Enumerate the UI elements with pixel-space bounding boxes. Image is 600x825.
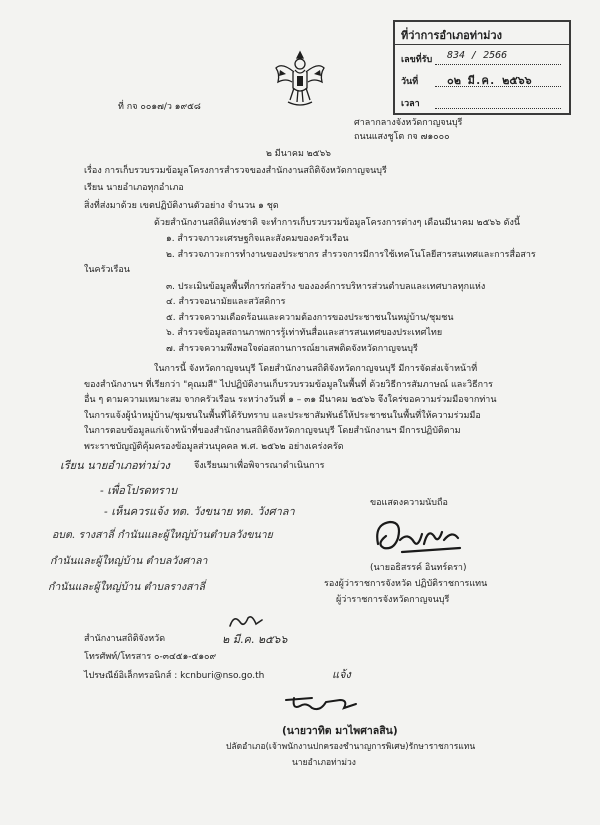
vice-governor-signature [372, 514, 466, 558]
endorser-title: ปลัดอำเภอ(เจ้าพนักงานปกครองชำนาญการพิเศษ)รักษาราชการแทน [226, 742, 476, 752]
letter-recipient: เรียน นายอำเภอทุกอำเภอ [84, 183, 184, 193]
handwritten-note-line: - เพื่อโปรดทราบ [100, 484, 178, 497]
stamp-time-label: เวลา [401, 99, 420, 109]
letter-subject: เรื่อง การเก็บรวบรวมข้อมูลโครงการสำรวจของสำนักงานสถิติจังหวัดกาญจนบุรี [84, 166, 387, 176]
handwritten-note-line: กำนันและผู้ใหญ่บ้าน ตำบลวังศาลา [50, 555, 208, 567]
stamp-receive-no-label: เลขที่รับ [401, 55, 433, 65]
receipt-stamp [393, 20, 571, 115]
signer-name: (นายอธิสรรค์ อินทร์ดรา) [370, 563, 467, 573]
signer-title: รองผู้ว่าราชการจังหวัด ปฏิบัติราชการแทน [324, 579, 488, 589]
survey-item: ๗. สำรวจความพึงพอใจต่อสถานการณ์ยาเสพติดจังหวัดกาญจนบุรี [166, 344, 418, 354]
stamp-date-label: วันที่ [401, 77, 419, 87]
survey-item: ๑. สำรวจภาวะเศรษฐกิจและสังคมของครัวเรือน [166, 234, 349, 244]
signer-title: ผู้ว่าราชการจังหวัดกาญจนบุรี [336, 595, 450, 605]
clerk-sign-date: ๒ มี.ค. ๒๕๖๖ [222, 633, 288, 646]
body-line: อื่น ๆ ตามความเหมาะสม จากครัวเรือน ระหว่างวันที่ ๑ – ๓๑ มีนาคม ๒๕๖๖ จึงใคร่ขอความร่วมมือจากท่าน [84, 395, 497, 405]
district-officer-signature [282, 690, 362, 716]
body-line: ในการนี้ จังหวัดกาญจนบุรี โดยสำนักงานสถิติจังหวัดกาญจนบุรี มีการจัดส่งเจ้าหน้าที่ [154, 364, 478, 374]
survey-item: ๖. สำรวจข้อมูลสถานภาพการรู้เท่าทันสื่อและสารสนเทศของประเทศไทย [166, 328, 443, 338]
garuda-emblem-icon [274, 48, 326, 108]
survey-item-continuation: ในครัวเรือน [84, 265, 130, 275]
handwritten-note-line: เรียน นายอำเภอท่าม่วง [60, 459, 170, 472]
body-line: ในการตอบข้อมูลแก่เจ้าหน้าที่ของสำนักงานสถิติจังหวัดกาญจนบุรี โดยสำนักงานฯ มีการปฏิบัติตาม [84, 426, 461, 436]
footer-email: ไปรษณีย์อิเล็กทรอนิกส์ : kcnburi@nso.go.th [84, 671, 265, 681]
letter-intro: ด้วยสำนักงานสถิติแห่งชาติ จะทำการเก็บรวบรวมข้อมูลโครงการต่างๆ เดือนมีนาคม ๒๕๖๖ ดังนี้ [154, 218, 521, 228]
office-address: ถนนแสงชูโต กจ ๗๑๐๐๐ [354, 132, 450, 142]
letter-attachment: สิ่งที่ส่งมาด้วย เขตปฏิบัติงานตัวอย่าง จำนวน ๑ ชุด [84, 201, 279, 211]
stamp-receive-no-value: 834 / 2566 [447, 50, 508, 61]
closing-request: จึงเรียนมาเพื่อพิจารณาดำเนินการ [194, 461, 325, 471]
survey-item: ๓. ประเมินข้อมูลพื้นที่การก่อสร้าง ขององค์การบริหารส่วนตำบลและเทศบาลทุกแห่ง [166, 282, 486, 292]
reference-number: ที่ กจ ๐๐๑๗/ว ๑๙๕๘ [118, 102, 201, 112]
endorser-name: (นายวาทิต มาไพศาลสิน) [282, 725, 398, 737]
stamp-title: ที่ว่าการอำเภอท่าม่วง [401, 29, 502, 42]
handwritten-note-line: อบต. รางสาลี่ กำนันและผู้ใหญ่บ้านตำบลวังขนาย [52, 529, 273, 541]
footer-office: สำนักงานสถิติจังหวัด [84, 634, 166, 644]
body-line: ในการแจ้งผู้นำหมู่บ้าน/ชุมชนในพื้นที่ได้รับทราบ และประชาสัมพันธ์ให้ประชาชนในพื้นที่ให้ความร่วมมือ [84, 411, 481, 421]
handwritten-note-line: กำนันและผู้ใหญ่บ้าน ตำบลรางสาลี่ [48, 581, 205, 593]
footer-phone: โทรศัพท์/โทรสาร ๐-๓๔๕๑-๕๑๐๙ [84, 652, 217, 662]
clerk-initials [226, 612, 266, 632]
letter-date: ๒ มีนาคม ๒๕๖๖ [266, 149, 331, 159]
stamp-date-value: ๐๒ มี.ค. ๒๕๖๖ [447, 74, 532, 87]
survey-item: ๒. สำรวจภาวะการทำงานของประชากร สำรวจการมีการใช้เทคโนโลยีสารสนเทศและการสื่อสาร [166, 250, 536, 260]
survey-item: ๕. สำรวจความเดือดร้อนและความต้องการของประชาชนในหมู่บ้าน/ชุมชน [166, 313, 454, 323]
survey-item: ๔. สำรวจอนามัยและสวัสดิการ [166, 297, 286, 307]
endorser-title: นายอำเภอท่าม่วง [292, 758, 356, 768]
office-name: ศาลากลางจังหวัดกาญจนบุรี [354, 118, 463, 128]
handwritten-note-line: - เห็นควรแจ้ง ทต. วังขนาย ทต. วังศาลา [104, 505, 295, 518]
handwritten-note-after-email: แจ้ง [332, 668, 351, 681]
closing-regards: ขอแสดงความนับถือ [370, 498, 448, 508]
body-line: ของสำนักงานฯ ที่เรียกว่า "คุณมสี" ไปปฏิบัติงานเก็บรวบรวมข้อมูลในพื้นที่ ด้วยวิธีการสัมภาษณ์ และวิธีการ [84, 380, 493, 390]
body-line: พระราชบัญญัติคุ้มครองข้อมูลส่วนบุคคล พ.ศ. ๒๕๖๒ อย่างเคร่งครัด [84, 442, 344, 452]
